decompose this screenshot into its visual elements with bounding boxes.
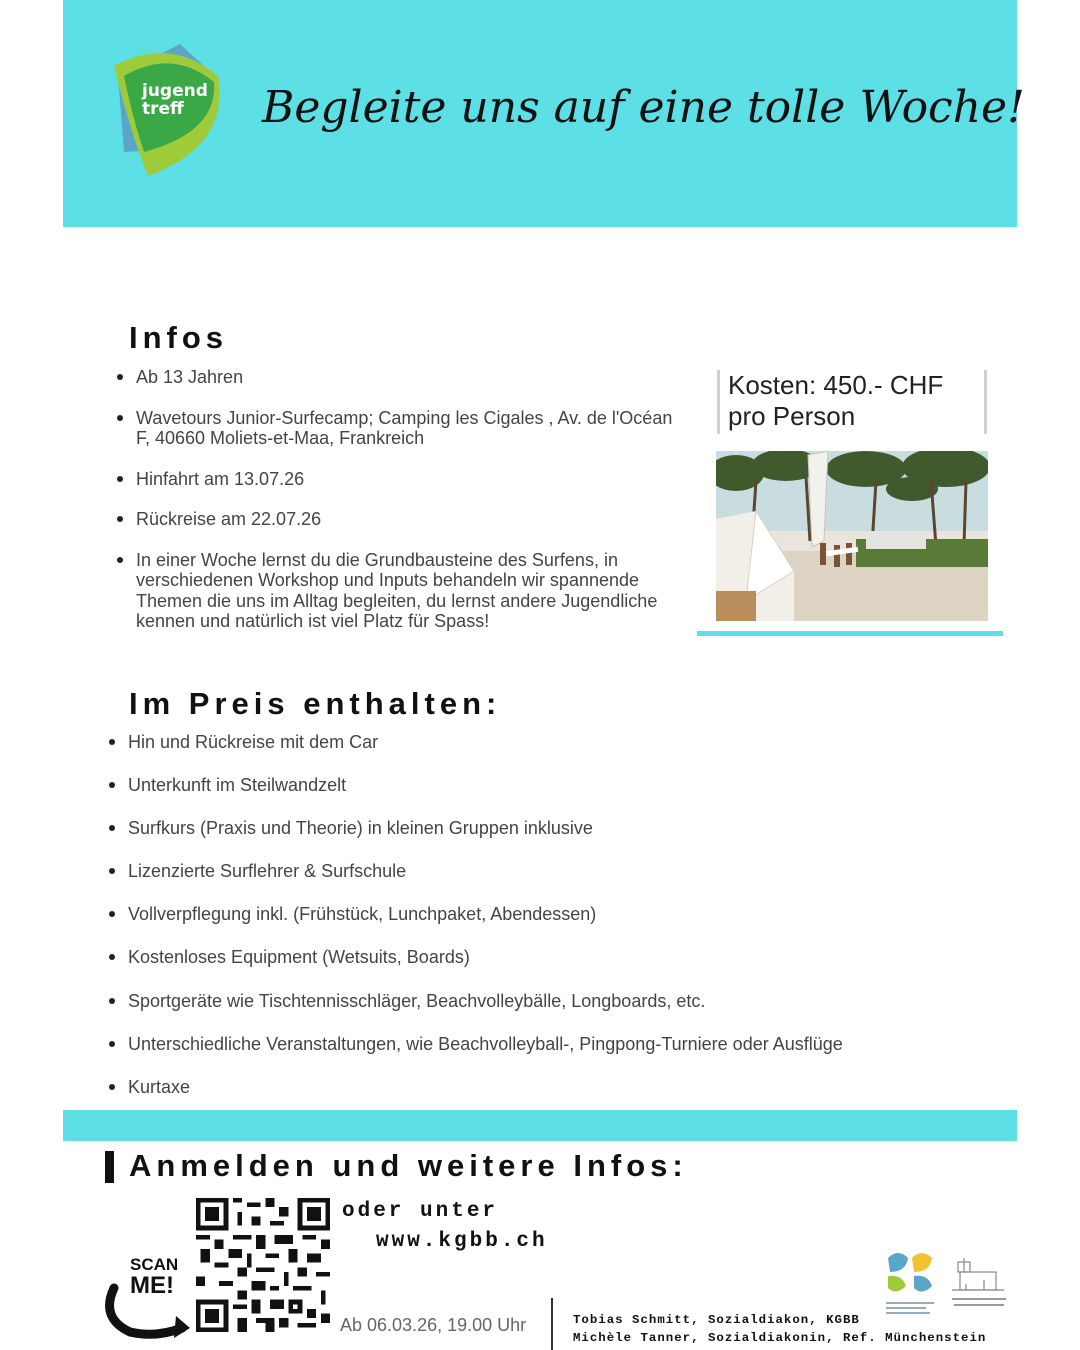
list-item: Unterschiedliche Veranstaltungen, wie Beachvolleyball-, Pingpong-Turniere oder Ausflüge [106,1034,1006,1055]
list-item: Kurtaxe [106,1077,1006,1098]
registration-heading: Anmelden und weitere Infos: [129,1148,688,1183]
price-amount: Kosten: 450.- CHF [728,370,944,400]
list-item: Hinfahrt am 13.07.26 [114,469,690,490]
kgbb-logo [882,1248,938,1316]
muenchenstein-logo [944,1254,1014,1316]
contact-line-2: Michèle Tanner, Sozialdiakonin, Ref. Münchenstein [573,1331,987,1345]
surfcamp-photo [716,451,988,621]
divider [551,1298,553,1350]
page-headline: Begleite uns auf eine tolle Woche! [262,82,1025,133]
list-item: Surfkurs (Praxis und Theorie) in kleinen Gruppen inklusive [106,818,1006,839]
list-item: Sportgeräte wie Tischtennisschläger, Beachvolleybälle, Longboards, etc. [106,991,1006,1012]
registration-marker [105,1151,114,1183]
logo-text-treff: treff [142,99,184,119]
me-text: ME! [130,1272,174,1299]
list-item: Wavetours Junior-Surfecamp; Camping les Cigales , Av. de l'Océan F, 40660 Moliets-et-Maa, Frankreich [114,408,690,449]
scan-me-badge [100,1248,192,1340]
infos-heading: Infos [129,320,229,355]
included-list [106,732,1006,1120]
included-heading: Im Preis enthalten: [129,686,502,721]
list-item: Rückreise am 22.07.26 [114,509,690,530]
logo-text-jugend: jugend [142,81,208,101]
jugendtreff-logo [110,36,230,181]
qr-code[interactable] [196,1198,330,1332]
price-box [717,370,987,434]
list-item: Ab 13 Jahren [114,367,690,388]
list-item: Unterkunft im Steilwandzelt [106,775,1006,796]
list-item: Hin und Rückreise mit dem Car [106,732,1006,753]
infos-list [114,367,690,652]
scan-text: SCAN [130,1255,179,1274]
price-unit: pro Person [728,401,856,431]
photo-underline [697,631,1003,636]
oder-unter-text: oder unter [342,1200,499,1223]
website-link[interactable]: www.kgbb.ch [376,1230,548,1253]
contact-line-1: Tobias Schmitt, Sozialdiakon, KGBB [573,1313,860,1327]
footer-band [63,1110,1017,1141]
list-item: Lizenzierte Surflehrer & Surfschule [106,861,1006,882]
list-item: Vollverpflegung inkl. (Frühstück, Lunchpaket, Abendessen) [106,904,1006,925]
list-item: In einer Woche lernst du die Grundbausteine des Surfens, in verschiedenen Workshop und Inputs behandeln wir spannende Themen die uns im Alltag begleiten, du lernst andere Jugendliche kennen und natürlich ist viel Platz für Spass! [114,550,690,632]
registration-date: Ab 06.03.26, 19.00 Uhr [340,1315,527,1335]
list-item: Kostenloses Equipment (Wetsuits, Boards) [106,947,1006,968]
